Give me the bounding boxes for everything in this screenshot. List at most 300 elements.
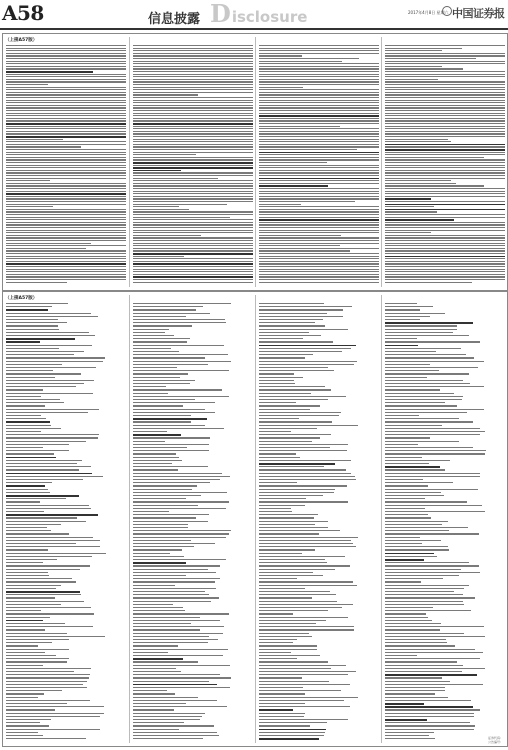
text-line <box>259 227 379 228</box>
text-line <box>6 629 45 630</box>
text-line <box>259 565 350 566</box>
text-line <box>133 306 203 307</box>
text-line <box>385 556 437 557</box>
text-line <box>259 118 379 119</box>
section-title-en-rest: isclosure <box>231 8 308 26</box>
text-line <box>6 316 98 317</box>
text-line <box>259 377 303 378</box>
text-line <box>133 248 253 249</box>
text-line <box>259 562 327 563</box>
text-line <box>385 668 485 669</box>
text-line <box>133 684 217 686</box>
text-line <box>6 575 49 576</box>
text-line <box>133 735 219 736</box>
text-line <box>133 309 196 310</box>
text-line <box>385 735 429 736</box>
text-line <box>6 479 83 480</box>
text-line <box>385 492 441 493</box>
text-line <box>385 113 505 114</box>
text-line <box>133 383 190 384</box>
text-line <box>6 425 51 426</box>
text-line <box>6 498 66 499</box>
text-line <box>6 115 126 116</box>
text-line <box>259 219 379 221</box>
text-line <box>259 665 346 666</box>
text-line <box>6 154 126 155</box>
text-line <box>259 329 348 330</box>
text-line <box>133 61 253 62</box>
text-line <box>385 700 471 701</box>
text-line <box>259 437 320 438</box>
text-line <box>133 152 253 153</box>
text-line <box>385 94 505 95</box>
text-line <box>133 198 253 199</box>
text-line <box>6 97 126 98</box>
text-line <box>133 729 179 730</box>
text-line <box>259 185 328 187</box>
text-line <box>133 76 253 77</box>
text-line <box>259 687 303 688</box>
text-line <box>6 157 126 158</box>
text-line <box>385 120 505 121</box>
text-line <box>133 193 253 194</box>
text-line <box>385 61 505 62</box>
text-line <box>133 128 253 129</box>
text-line <box>6 351 84 352</box>
text-line <box>6 697 38 698</box>
text-line <box>133 274 253 275</box>
text-line <box>259 100 379 101</box>
text-line <box>385 626 484 627</box>
text-line <box>133 332 165 333</box>
text-line <box>6 588 56 589</box>
text-line <box>385 405 457 406</box>
text-line <box>385 188 505 189</box>
text-line <box>385 351 436 352</box>
text-line <box>259 55 302 56</box>
text-line <box>385 159 505 160</box>
text-line <box>133 450 209 451</box>
text-line <box>385 201 505 202</box>
text-line <box>133 521 208 522</box>
text-line <box>133 261 253 262</box>
text-line <box>6 325 58 326</box>
text-line <box>259 684 350 685</box>
text-line <box>385 45 505 46</box>
text-line <box>133 453 176 454</box>
text-line <box>259 253 379 254</box>
text-line <box>133 322 226 323</box>
text-line <box>133 431 167 432</box>
text-line <box>133 84 253 85</box>
text-line <box>385 183 456 184</box>
text-line <box>6 180 50 181</box>
text-line <box>6 92 126 93</box>
text-line <box>133 354 228 355</box>
text-line <box>385 211 437 212</box>
text-line <box>133 373 188 374</box>
text-line <box>385 722 470 723</box>
text-line <box>6 136 126 138</box>
text-line <box>133 58 253 59</box>
text-line <box>133 460 182 461</box>
text-line <box>6 367 96 368</box>
text-line <box>133 399 195 400</box>
text-line <box>385 514 428 515</box>
text-line <box>6 687 87 688</box>
text-line <box>6 165 126 166</box>
text-line <box>385 180 451 181</box>
text-line <box>133 141 253 142</box>
text-line <box>133 479 220 480</box>
text-line <box>6 473 92 475</box>
text-line <box>259 409 310 410</box>
text-line <box>133 409 205 410</box>
text-line <box>385 81 505 82</box>
text-line <box>259 79 379 80</box>
text-line <box>6 402 64 403</box>
text-line <box>385 154 505 155</box>
text-line <box>259 325 325 326</box>
lower-announcement-block <box>2 291 508 747</box>
text-line <box>385 276 505 277</box>
text-line <box>6 482 52 483</box>
text-line <box>259 248 379 249</box>
text-line <box>6 428 61 429</box>
text-line <box>259 180 379 181</box>
upper-announcement-block <box>2 33 508 291</box>
text-line <box>6 102 126 103</box>
text-line <box>259 540 351 541</box>
text-line <box>6 144 126 145</box>
text-line <box>259 136 379 137</box>
text-line <box>385 367 478 368</box>
text-line <box>385 303 417 304</box>
text-line <box>259 144 379 145</box>
text-line <box>385 110 505 111</box>
text-line <box>385 217 505 218</box>
text-line <box>133 266 253 267</box>
text-line <box>133 245 253 246</box>
text-line <box>259 370 334 371</box>
text-line <box>6 383 84 384</box>
text-line <box>259 214 379 215</box>
section-title-en <box>210 2 307 26</box>
text-line <box>133 105 253 106</box>
text-line <box>259 645 317 646</box>
text-line <box>259 102 379 103</box>
text-line <box>259 50 379 51</box>
text-line <box>385 66 442 67</box>
text-line <box>385 559 424 561</box>
text-line <box>259 533 319 534</box>
text-line <box>133 263 253 265</box>
text-line <box>133 537 226 538</box>
text-line <box>259 594 336 595</box>
text-line <box>133 402 215 403</box>
text-line <box>133 110 253 111</box>
text-line <box>385 524 442 525</box>
text-line <box>133 48 253 49</box>
text-line <box>133 693 175 694</box>
text-line <box>133 204 227 205</box>
text-line <box>385 170 505 171</box>
text-line <box>385 68 463 69</box>
text-line <box>385 578 443 579</box>
text-line <box>385 681 450 682</box>
footer-line: 证券代码： <box>487 736 503 740</box>
text-line <box>385 729 474 730</box>
text-line <box>6 565 90 566</box>
text-line <box>6 357 105 358</box>
text-line <box>133 126 253 127</box>
text-line <box>6 170 126 171</box>
text-line <box>259 235 341 236</box>
text-line <box>259 601 337 602</box>
lower-column <box>255 295 382 743</box>
text-line <box>385 141 451 142</box>
text-line <box>385 716 474 717</box>
text-line <box>6 738 86 739</box>
text-line <box>133 319 225 320</box>
text-line <box>6 537 93 538</box>
text-line <box>259 661 328 662</box>
text-line <box>385 421 473 422</box>
text-line <box>6 230 126 231</box>
text-line <box>259 335 321 336</box>
text-line <box>385 50 442 51</box>
text-line <box>133 329 169 330</box>
text-line <box>385 399 462 400</box>
text-line <box>6 89 126 90</box>
text-line <box>6 463 77 464</box>
text-line <box>133 364 208 365</box>
text-line <box>6 655 56 656</box>
text-line <box>6 81 126 82</box>
text-line <box>6 623 65 624</box>
text-line <box>259 405 320 406</box>
text-line <box>385 87 505 88</box>
text-line <box>259 434 331 435</box>
upper-column <box>255 37 382 287</box>
text-line <box>259 719 348 720</box>
text-line <box>259 722 327 723</box>
text-line <box>385 115 505 116</box>
text-line <box>385 418 459 419</box>
text-line <box>259 269 379 270</box>
text-line <box>6 370 53 371</box>
text-line <box>259 588 305 589</box>
text-line <box>259 700 344 701</box>
text-line <box>385 482 453 483</box>
text-line <box>6 377 55 378</box>
text-line <box>133 191 253 192</box>
text-line <box>6 457 56 459</box>
text-line <box>133 639 218 640</box>
text-line <box>133 722 184 723</box>
text-line <box>133 661 198 662</box>
text-line <box>6 645 38 646</box>
text-line <box>133 235 201 236</box>
text-line <box>385 149 505 151</box>
text-line <box>385 214 505 215</box>
text-line <box>6 341 40 343</box>
text-line <box>133 437 210 438</box>
text-line <box>385 521 448 522</box>
text-line <box>385 537 420 538</box>
text-line <box>6 133 126 134</box>
text-line <box>259 613 293 614</box>
text-line <box>385 240 505 241</box>
text-line <box>385 55 505 56</box>
text-line <box>6 450 69 451</box>
text-line <box>6 123 126 125</box>
text-line <box>6 604 61 605</box>
text-line <box>6 527 47 528</box>
text-line <box>6 354 74 355</box>
text-line <box>133 81 253 82</box>
text-line <box>259 261 379 262</box>
text-line <box>385 652 483 653</box>
text-line <box>133 237 253 238</box>
text-line <box>385 206 434 207</box>
text-line <box>133 530 231 531</box>
text-line <box>6 690 62 691</box>
text-line <box>133 345 224 346</box>
text-line <box>6 431 41 432</box>
text-line <box>6 263 126 265</box>
text-line <box>385 373 469 374</box>
text-line <box>6 258 126 259</box>
text-line <box>385 649 475 650</box>
text-line <box>6 373 81 374</box>
text-line <box>259 569 335 570</box>
text-line <box>133 428 224 429</box>
text-line <box>385 175 505 176</box>
text-line <box>6 501 40 502</box>
text-line <box>6 250 126 251</box>
text-line <box>385 237 505 238</box>
text-line <box>385 674 477 676</box>
text-line <box>259 319 323 320</box>
text-line <box>259 256 379 257</box>
text-line <box>6 514 98 516</box>
text-line <box>259 126 340 127</box>
text-line <box>385 562 469 563</box>
text-line <box>259 76 379 77</box>
text-line <box>6 172 126 173</box>
text-line <box>259 113 379 114</box>
text-line <box>133 276 253 278</box>
text-line <box>259 709 293 711</box>
text-line <box>133 144 253 145</box>
text-line <box>133 578 220 579</box>
text-line <box>133 370 229 371</box>
text-line <box>133 405 183 406</box>
text-line <box>259 572 313 573</box>
text-line <box>385 658 480 659</box>
text-line <box>259 505 305 506</box>
text-line <box>259 658 297 659</box>
text-line <box>6 201 126 202</box>
text-line <box>133 325 192 326</box>
text-line <box>6 178 126 179</box>
text-line <box>385 732 434 733</box>
text-line <box>133 655 223 656</box>
text-line <box>385 389 440 390</box>
text-line <box>259 399 328 400</box>
text-line <box>133 74 253 75</box>
text-line <box>385 383 470 384</box>
text-line <box>6 444 69 445</box>
text-line <box>133 217 230 218</box>
text-line <box>259 240 379 241</box>
text-line <box>385 601 463 602</box>
text-line <box>259 188 379 189</box>
text-line <box>259 94 379 95</box>
text-line <box>6 591 80 593</box>
text-line <box>6 393 93 394</box>
text-line <box>133 527 188 528</box>
text-line <box>133 94 198 95</box>
text-line <box>133 725 214 726</box>
text-line <box>133 690 167 691</box>
text-line <box>6 649 69 650</box>
text-line <box>385 256 505 258</box>
text-line <box>133 687 230 688</box>
text-line <box>6 703 67 704</box>
text-line <box>133 313 210 314</box>
text-line <box>259 489 335 490</box>
text-line <box>133 473 222 474</box>
text-line <box>259 543 353 544</box>
text-line <box>6 620 43 622</box>
text-line <box>259 48 379 49</box>
text-line <box>6 87 126 88</box>
text-line <box>133 649 228 650</box>
text-line <box>6 530 51 531</box>
text-line <box>259 373 294 374</box>
text-line <box>259 597 312 598</box>
text-line <box>259 652 291 653</box>
text-line <box>133 674 220 675</box>
text-line <box>385 370 439 371</box>
text-line <box>133 706 227 707</box>
text-line <box>259 735 324 736</box>
text-line <box>259 386 325 387</box>
text-line <box>259 107 379 108</box>
text-line <box>6 128 126 129</box>
text-line <box>385 136 505 137</box>
text-line <box>133 227 253 228</box>
text-line <box>6 661 67 662</box>
text-line <box>385 335 469 336</box>
text-line <box>6 399 60 400</box>
text-line <box>6 149 126 150</box>
text-line <box>385 89 505 90</box>
text-line <box>385 453 485 454</box>
text-line <box>259 415 339 416</box>
text-line <box>259 677 302 678</box>
text-line <box>259 204 301 205</box>
text-line <box>133 441 165 442</box>
text-line <box>259 167 379 168</box>
text-line <box>133 146 253 147</box>
text-line <box>259 84 379 85</box>
text-line <box>385 144 505 146</box>
text-line <box>385 348 461 349</box>
text-line <box>6 76 126 77</box>
